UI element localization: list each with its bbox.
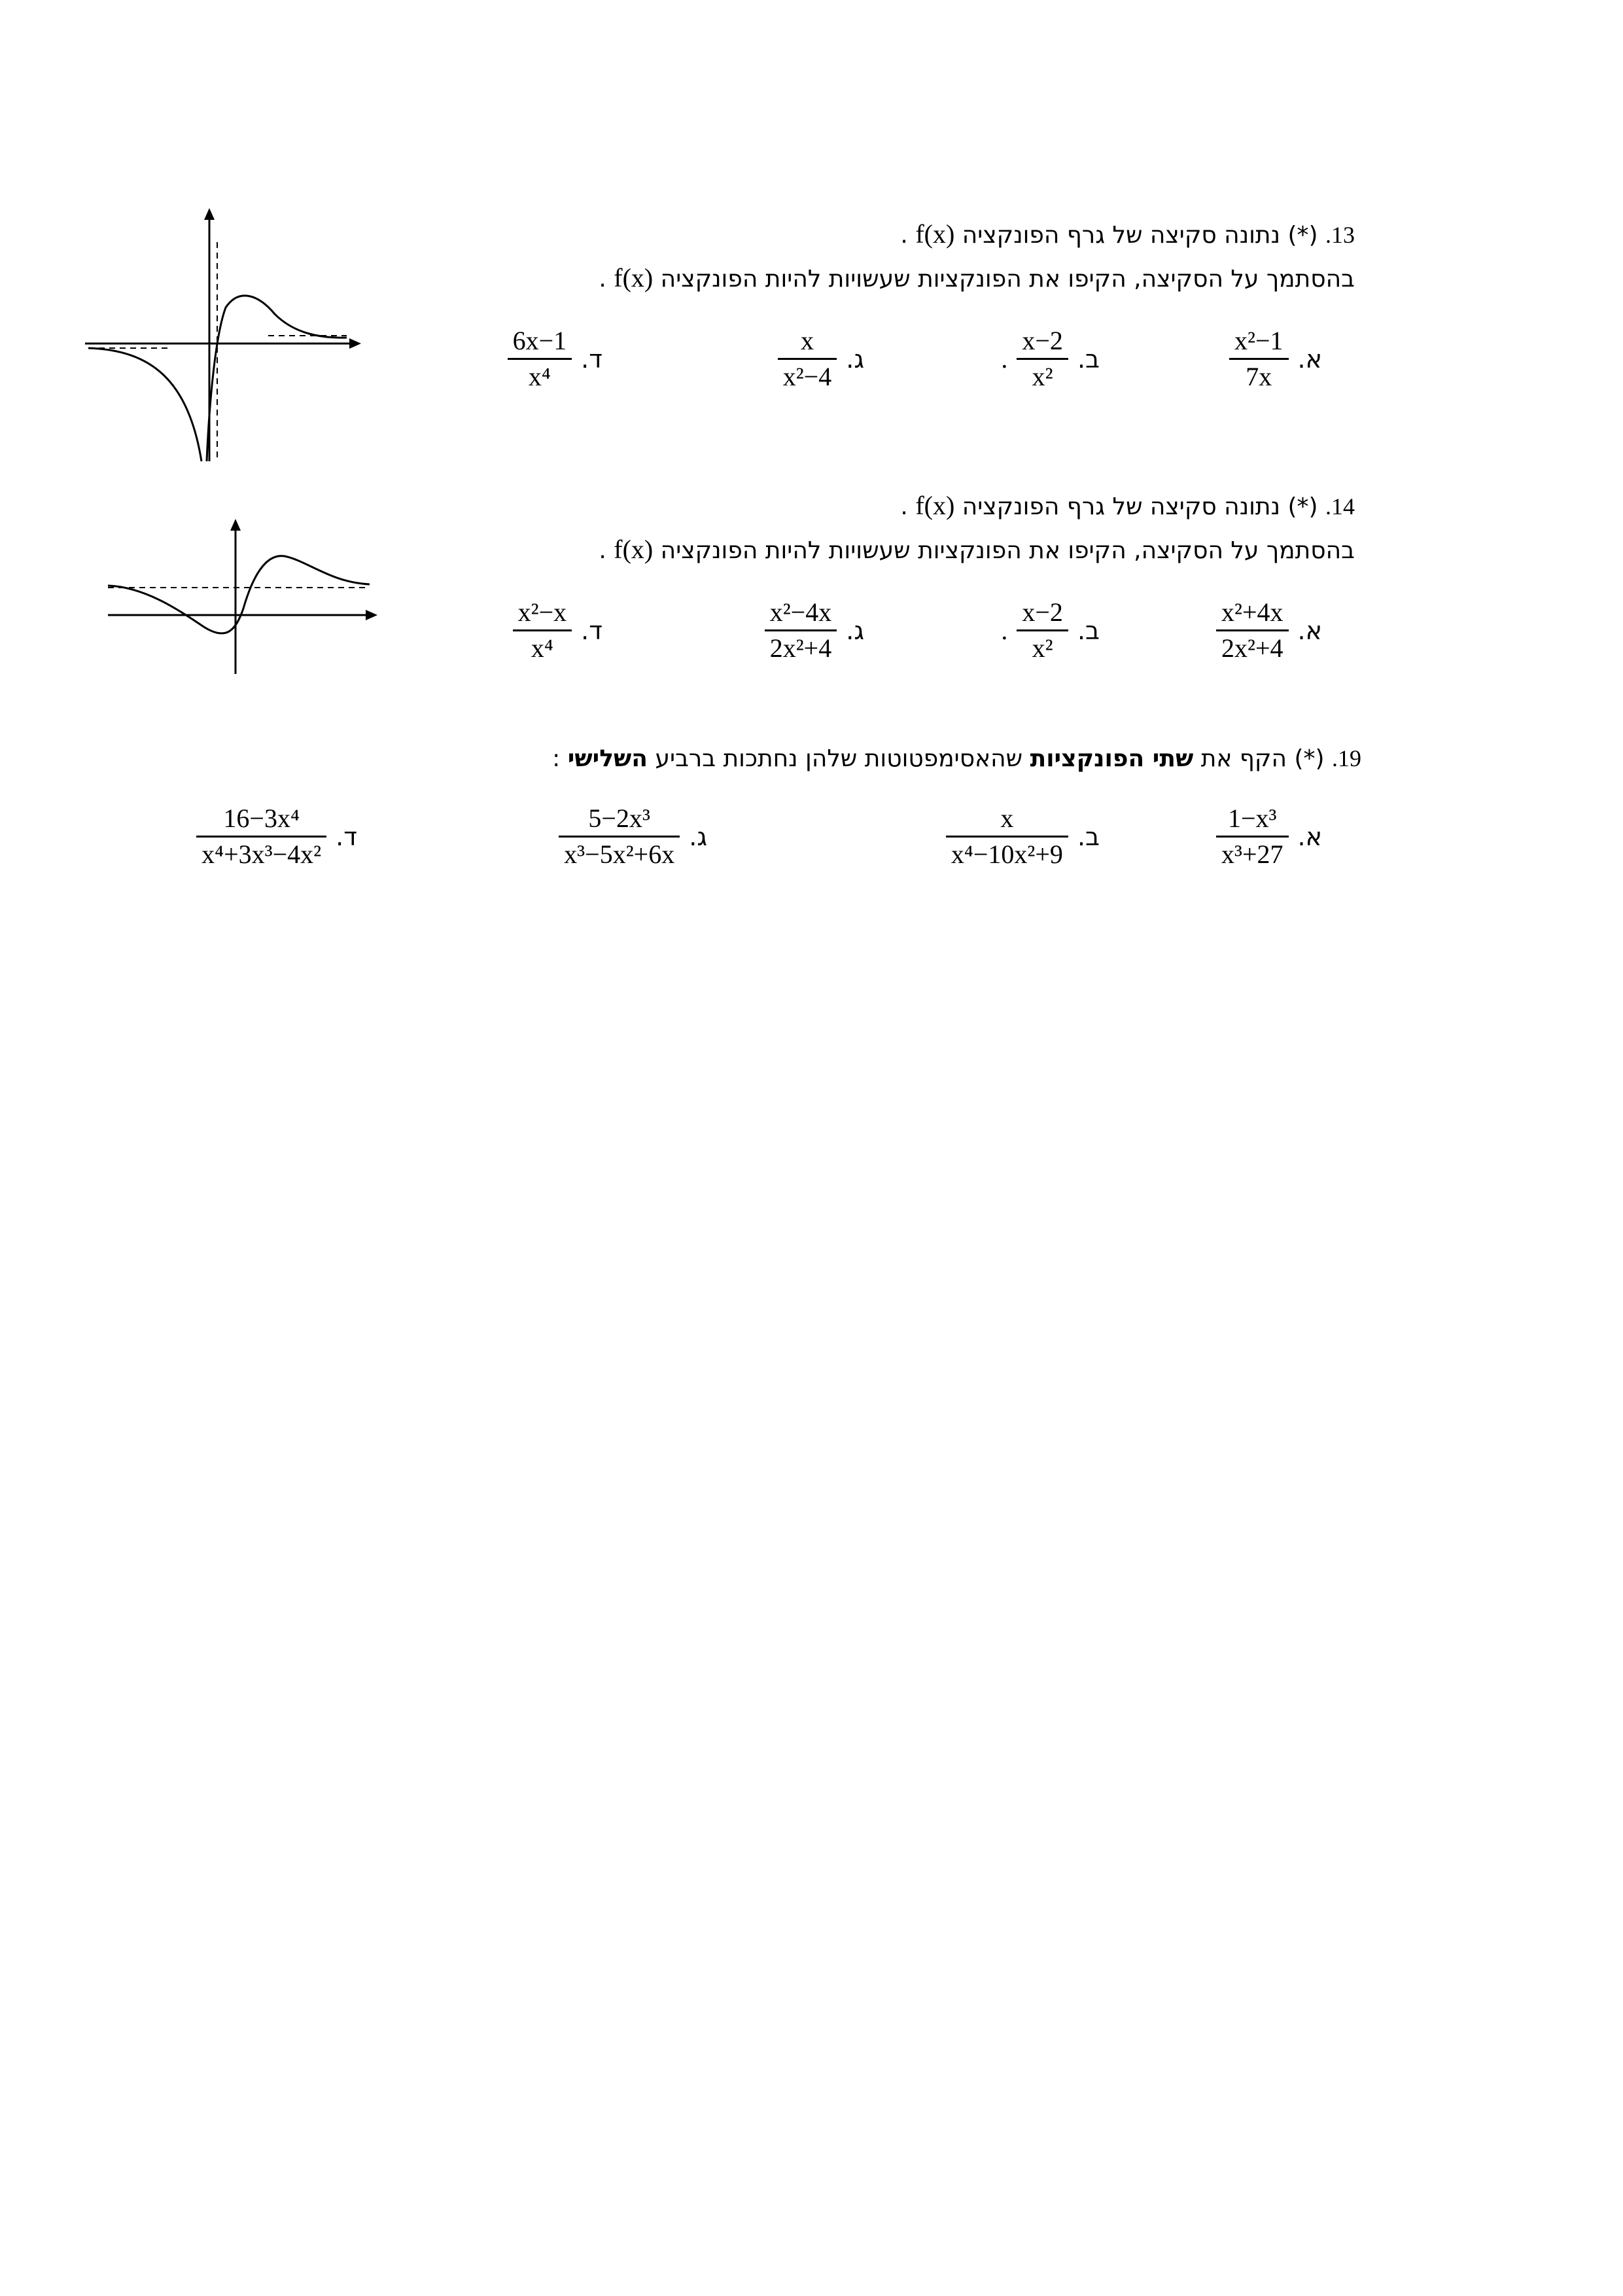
q14-fx-1: f(x) (915, 491, 955, 520)
q19-text-a: הקף את (1200, 745, 1287, 772)
q14-option-b[interactable] (1001, 595, 1100, 665)
numerator: 5−2x³ (588, 804, 650, 833)
fraction (508, 324, 572, 394)
denominator: x² (1032, 362, 1053, 391)
numerator: x (800, 326, 814, 355)
function-curve (108, 556, 370, 633)
option-letter: ד. (581, 344, 602, 374)
axis-lines (85, 216, 353, 461)
q19-option-b[interactable] (946, 802, 1100, 872)
q14-text-1: נתונה סקיצה של גרף הפונקציה (962, 493, 1280, 520)
fraction (559, 802, 680, 872)
q14-graph-sketch (105, 514, 379, 677)
numerator: 1−x³ (1227, 804, 1277, 833)
numerator: x²−4x (769, 597, 832, 627)
option-letter: א. (1297, 344, 1322, 374)
numerator: x²−x (517, 597, 567, 627)
fraction (946, 802, 1068, 872)
numerator: x²+4x (1221, 597, 1283, 627)
option-letter: א. (1297, 822, 1322, 851)
q13-line-2 (599, 262, 1355, 296)
q19-bold-a: שתי הפונקציות (1030, 745, 1194, 772)
q14-mark: (*) (1287, 493, 1318, 520)
q14-end-1: . (900, 493, 908, 520)
q19-number: 19. (1332, 745, 1361, 771)
y-axis-arrow-icon (230, 519, 241, 531)
y-axis-arrow-icon (204, 208, 215, 220)
option-letter: ב. (1077, 344, 1100, 374)
q19-option-d[interactable] (196, 802, 357, 872)
asymptote-lines (88, 242, 347, 461)
option-letter: ב. (1077, 822, 1100, 851)
q19-line-1 (552, 742, 1361, 775)
fraction (196, 802, 326, 872)
q13-line-1 (900, 218, 1355, 252)
numerator: 6x−1 (512, 326, 567, 355)
q14-number: 14. (1325, 493, 1355, 520)
q14-option-a[interactable] (1216, 595, 1322, 665)
q14-line-1 (900, 489, 1355, 523)
denominator: x²−4 (782, 362, 832, 391)
q13-end-2: . (599, 266, 606, 292)
q14-fx-2: f(x) (614, 535, 654, 564)
option-letter: ד. (581, 616, 602, 645)
denominator: x⁴ (528, 362, 551, 391)
q19-text-b: שהאסימפטוטות שלהן נחתכות ברביע (655, 745, 1023, 772)
q19-mark: (*) (1294, 745, 1325, 772)
q13-option-b[interactable] (1001, 324, 1100, 394)
q14-option-d[interactable] (513, 595, 602, 665)
q13-fx-2: f(x) (614, 263, 654, 292)
q19-end: : (552, 745, 561, 772)
denominator: x² (1032, 633, 1053, 663)
q13-end-1: . (900, 222, 908, 249)
x-axis-arrow-icon (366, 610, 377, 620)
axis-lines (108, 527, 370, 674)
option-letter: ב. (1077, 616, 1100, 645)
option-end: . (1001, 616, 1008, 645)
fraction (1216, 595, 1289, 665)
option-end: . (1001, 344, 1008, 374)
q13-mark: (*) (1287, 222, 1318, 249)
numerator: x−2 (1022, 326, 1063, 355)
q19-option-c[interactable] (559, 802, 707, 872)
fraction (1229, 324, 1289, 394)
q13-text-1: נתונה סקיצה של גרף הפונקציה (962, 222, 1280, 249)
denominator: x³+27 (1221, 839, 1283, 869)
fraction (1017, 595, 1068, 665)
q14-line-2 (599, 533, 1355, 567)
denominator: x³−5x²+6x (564, 839, 675, 869)
numerator: x (1000, 804, 1014, 833)
denominator: x⁴+3x³−4x² (201, 839, 322, 869)
numerator: x−2 (1022, 597, 1063, 627)
numerator: x²−1 (1234, 326, 1283, 355)
q14-text-2: בהסתמך על הסקיצה, הקיפו את הפונקציות שעשויות להיות הפונקציה (660, 537, 1355, 564)
q19-option-a[interactable] (1216, 802, 1322, 872)
option-letter: ד. (336, 822, 357, 851)
q14-option-c[interactable] (765, 595, 864, 665)
q13-option-d[interactable] (508, 324, 602, 394)
q13-text-2: בהסתמך על הסקיצה, הקיפו את הפונקציות שעשויות להיות הפונקציה (660, 266, 1355, 292)
q14-end-2: . (599, 537, 606, 564)
fraction (513, 595, 572, 665)
denominator: 2x²+4 (1221, 633, 1283, 663)
q13-option-a[interactable] (1229, 324, 1322, 394)
q13-fx-1: f(x) (915, 219, 955, 249)
denominator: x⁴ (531, 633, 553, 663)
option-letter: ג. (846, 616, 864, 645)
fraction (1216, 802, 1289, 872)
denominator: x⁴−10x²+9 (951, 839, 1063, 869)
fraction (1017, 324, 1068, 394)
x-axis-arrow-icon (349, 338, 361, 349)
fraction (765, 595, 837, 665)
q13-graph-sketch (79, 203, 366, 465)
q13-number: 13. (1325, 222, 1355, 248)
option-letter: ג. (846, 344, 864, 374)
denominator: 7x (1246, 362, 1272, 391)
q19-bold-b: השלישי (567, 745, 648, 772)
option-letter: א. (1297, 616, 1322, 645)
fraction (778, 324, 837, 394)
numerator: 16−3x⁴ (223, 804, 300, 833)
q13-option-c[interactable] (778, 324, 864, 394)
denominator: 2x²+4 (769, 633, 832, 663)
option-letter: ג. (689, 822, 707, 851)
